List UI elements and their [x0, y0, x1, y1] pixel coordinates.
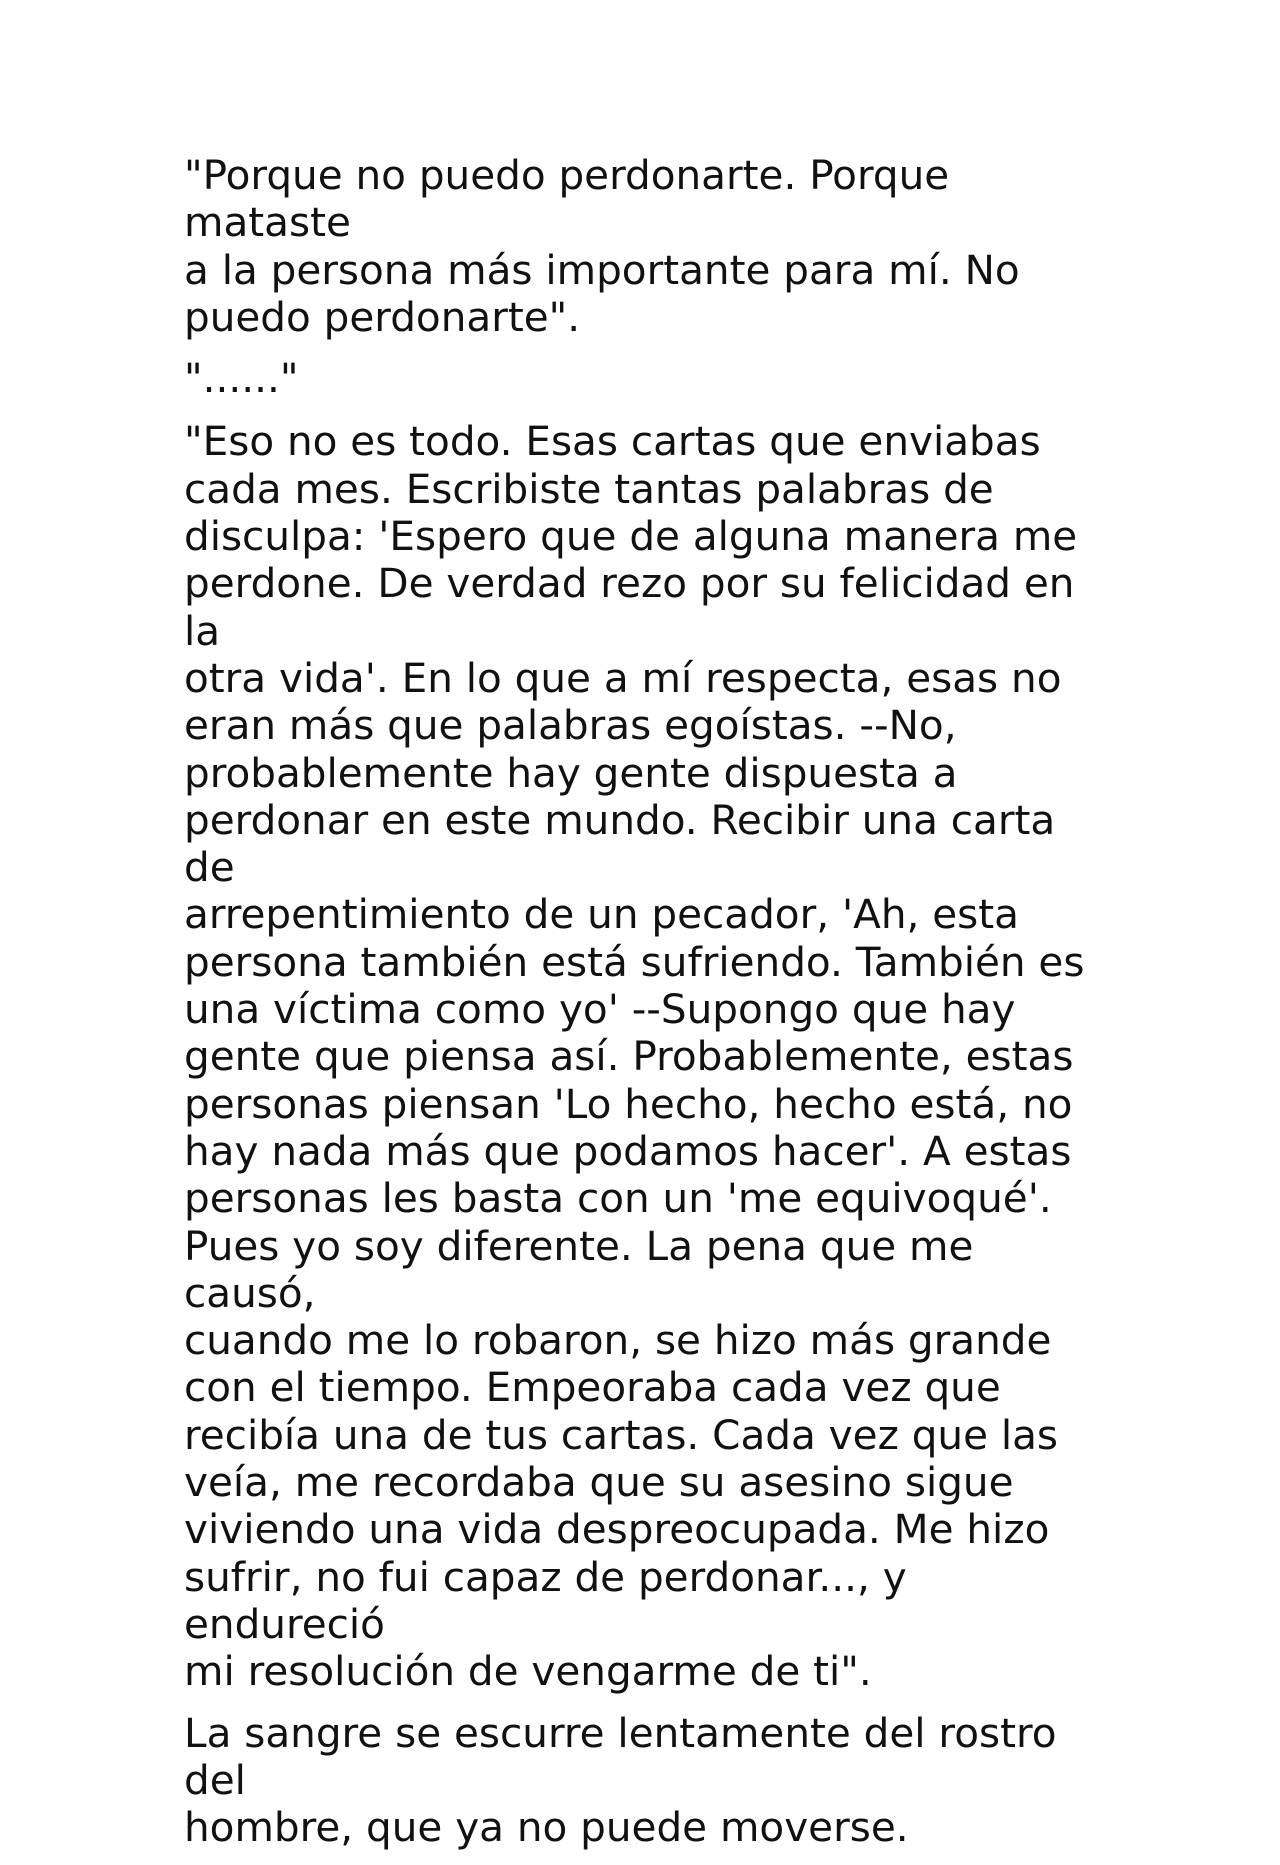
paragraph-2: "......"	[184, 354, 299, 403]
paragraph-1: "Porque no puedo perdonarte. Porque mataste a la persona más importante para mí. No puedo perdonarte".	[184, 151, 1020, 341]
paragraph-4: La sangre se escurre lentamente del rostro del hombre, que ya no puede moverse.	[184, 1708, 1057, 1852]
paragraph-3: "Eso no es todo. Esas cartas que enviabas cada mes. Escribiste tantas palabras de disculpa: 'Espero que de alguna manera me perdone. De verdad rezo por su felicidad en la otra vida'. En lo que a mí respecta, esas no eran más que palabras egoístas. --No, probablemente hay gente dispuesta a perdonar en este mundo. Recibir una carta de arrepentimiento de un pecador, 'Ah, esta persona también está sufriendo. También es una víctima como yo' --Supongo que hay gente que piensa así. Probablemente, estas personas piensan 'Lo hecho, hecho está, no hay nada más que podamos hacer'. A estas personas les basta con un 'me equivoqué'. Pues yo soy diferente. La pena que me causó, cuando me lo robaron, se hizo más grande con el tiempo. Empeoraba cada vez que recibía una de tus cartas. Cada vez que las veía, me recordaba que su asesino sigue viviendo una vida despreocupada. Me hizo sufrir, no fui capaz de perdonar..., y endureció mi resolución de vengarme de ti".	[184, 417, 1085, 1696]
document-page	[184, 152, 1104, 1865]
